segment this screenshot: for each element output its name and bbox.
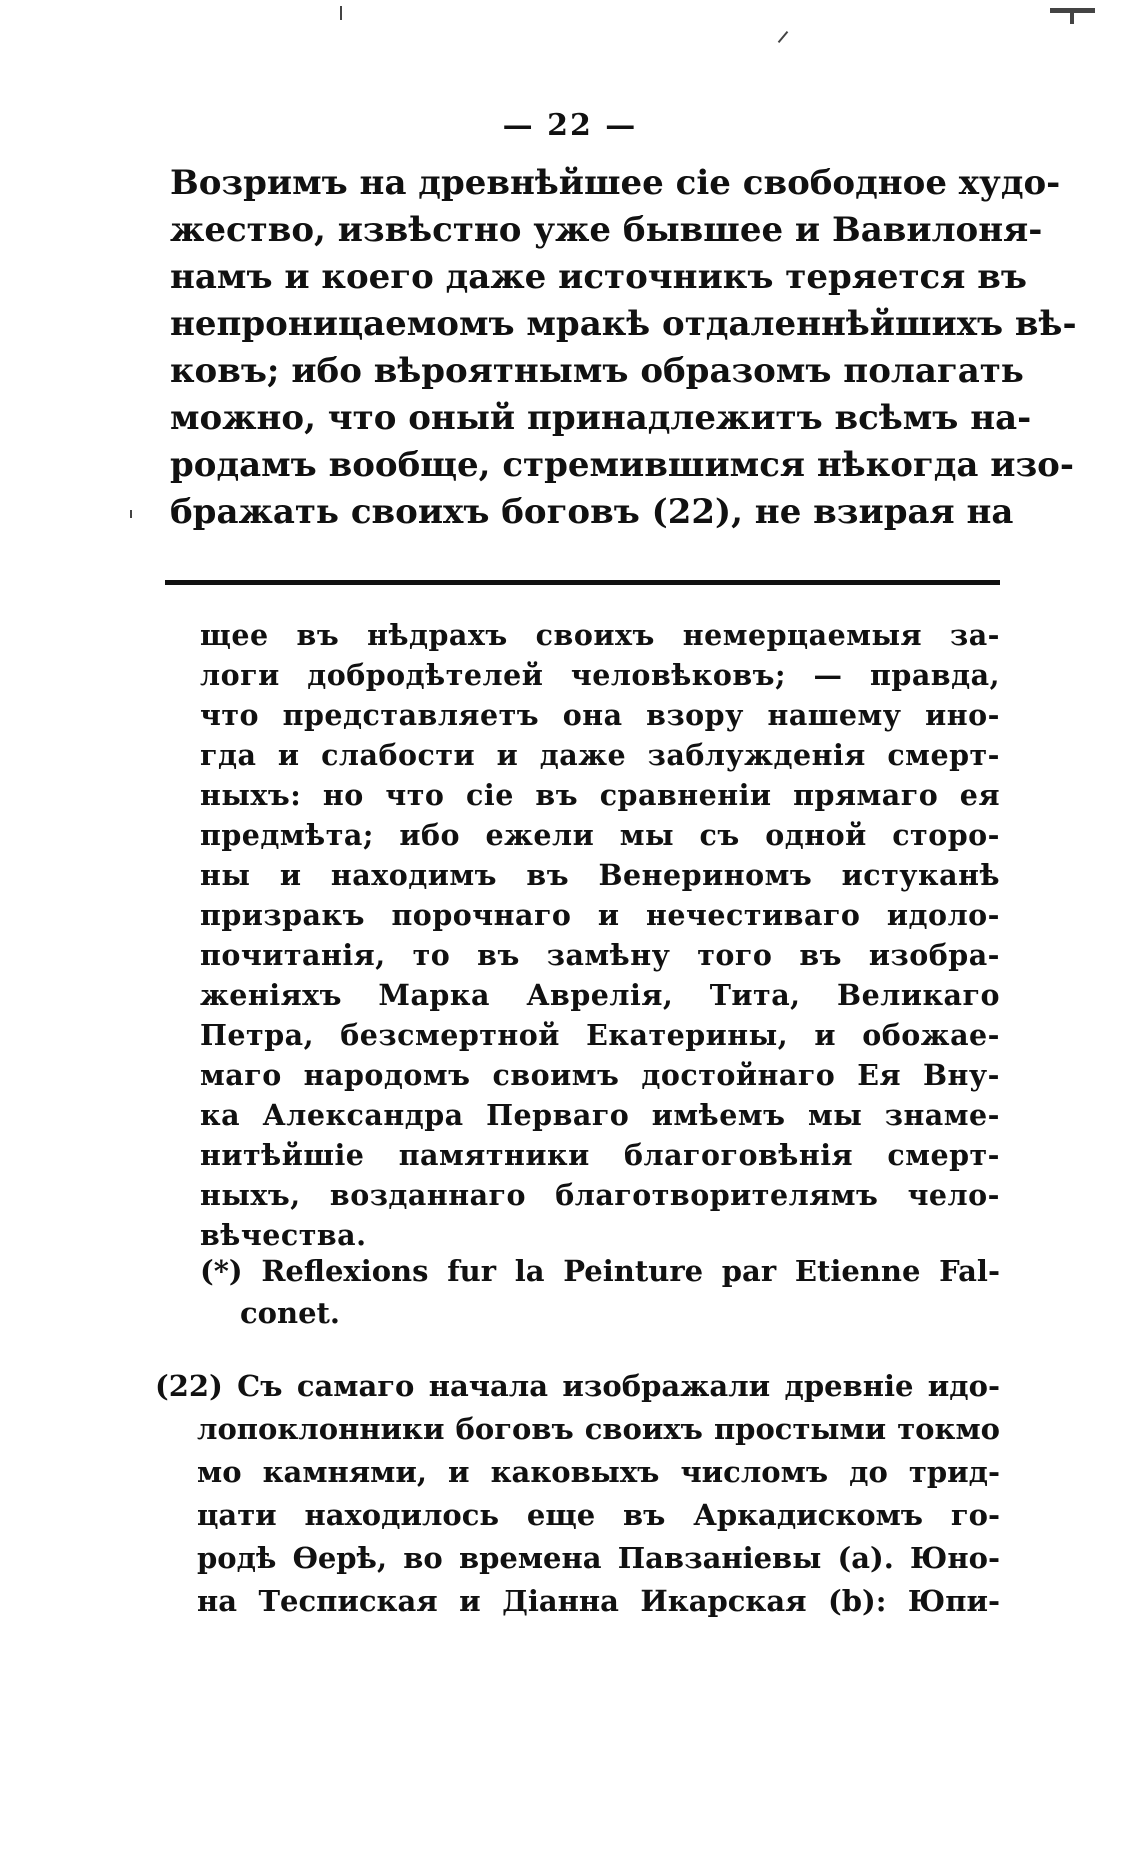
main-line: непроницаемомъ мракѣ отдаленнѣйшихъ вѣ-	[170, 304, 1077, 344]
footnote-line: лопоклонники боговъ своихъ простыми токмо	[197, 1412, 1000, 1446]
note-line: вѣчества.	[200, 1218, 367, 1252]
note-line: ныхъ, возданнаго благотворителямъ чело-	[200, 1178, 1000, 1212]
footnote-separator-rule	[165, 580, 1000, 585]
main-line: Возримъ на древнѣйшее сіе свободное худо-	[170, 163, 1061, 203]
main-line: родамъ вообще, стремившимся нѣкогда изо-	[170, 445, 1074, 485]
scan-mark	[778, 31, 789, 43]
note-line: маго народомъ своимъ достойнаго Ея Вну-	[200, 1058, 1000, 1092]
scan-mark	[130, 510, 132, 518]
scan-mark	[1070, 10, 1074, 24]
note-line: щее въ нѣдрахъ своихъ немерцаемыя за-	[200, 618, 1000, 652]
note-line: логи добродѣтелей человѣковъ; — правда,	[200, 658, 1000, 692]
note-line: призракъ порочнаго и нечестиваго идоло-	[200, 898, 1000, 932]
note-line: что представляетъ она взору нашему ино-	[200, 698, 1000, 732]
falconet-line: conet.	[240, 1296, 341, 1330]
note-line: гда и слабости и даже заблужденія смерт-	[200, 738, 1000, 772]
main-line: бражать своихъ боговъ (22), не взирая на	[170, 492, 1014, 532]
note-line: ка Александра Перваго имѣемъ мы знаме-	[200, 1098, 1000, 1132]
scan-mark	[340, 6, 342, 20]
footnote-line: на Теспиская и Діанна Икарская (b): Юпи-	[197, 1584, 1000, 1618]
note-line: ны и находимъ въ Венериномъ истуканѣ	[200, 858, 1000, 892]
main-paragraph	[170, 160, 1077, 536]
note-line: предмѣта; ибо ежели мы съ одной сторо-	[200, 818, 1000, 852]
note-line: Петра, безсмертной Екатерины, и обожае-	[200, 1018, 1000, 1052]
footnote-line: мо камнями, и каковыхъ числомъ до трид-	[197, 1455, 1000, 1489]
footnote-22	[155, 1365, 1000, 1623]
main-line: ковъ; ибо вѣроятнымъ образомъ полагать	[170, 351, 1024, 391]
main-line: жество, извѣстно уже бывшее и Вавилоня-	[170, 210, 1043, 250]
main-line: намъ и коего даже источникъ теряется въ	[170, 257, 1027, 297]
note-line: женіяхъ Марка Аврелія, Тита, Великаго	[200, 978, 1000, 1012]
falconet-line: (*) Reflexions fur la Peinture par Etienne Fal-	[200, 1254, 1000, 1288]
note-line: почитанія, то въ замѣну того въ изобра-	[200, 938, 1000, 972]
footnote-line: цати находилось еще въ Аркадискомъ го-	[197, 1498, 1000, 1532]
footnote-line: родѣ Өерѣ, во времена Павзаніевы (а). Юно-	[197, 1541, 1000, 1575]
footnote-line: (22) Съ самаго начала изображали древніе идо-	[155, 1369, 1000, 1403]
page-number: — 22 —	[502, 108, 638, 143]
note-line: ныхъ: но что сіе въ сравненіи прямаго ея	[200, 778, 1000, 812]
continued-footnote	[200, 615, 1000, 1255]
main-line: можно, что оный принадлежитъ всѣмъ на-	[170, 398, 1032, 438]
note-line: нитѣйшіе памятники благоговѣнія смерт-	[200, 1138, 1000, 1172]
falconet-reference	[200, 1250, 1000, 1334]
